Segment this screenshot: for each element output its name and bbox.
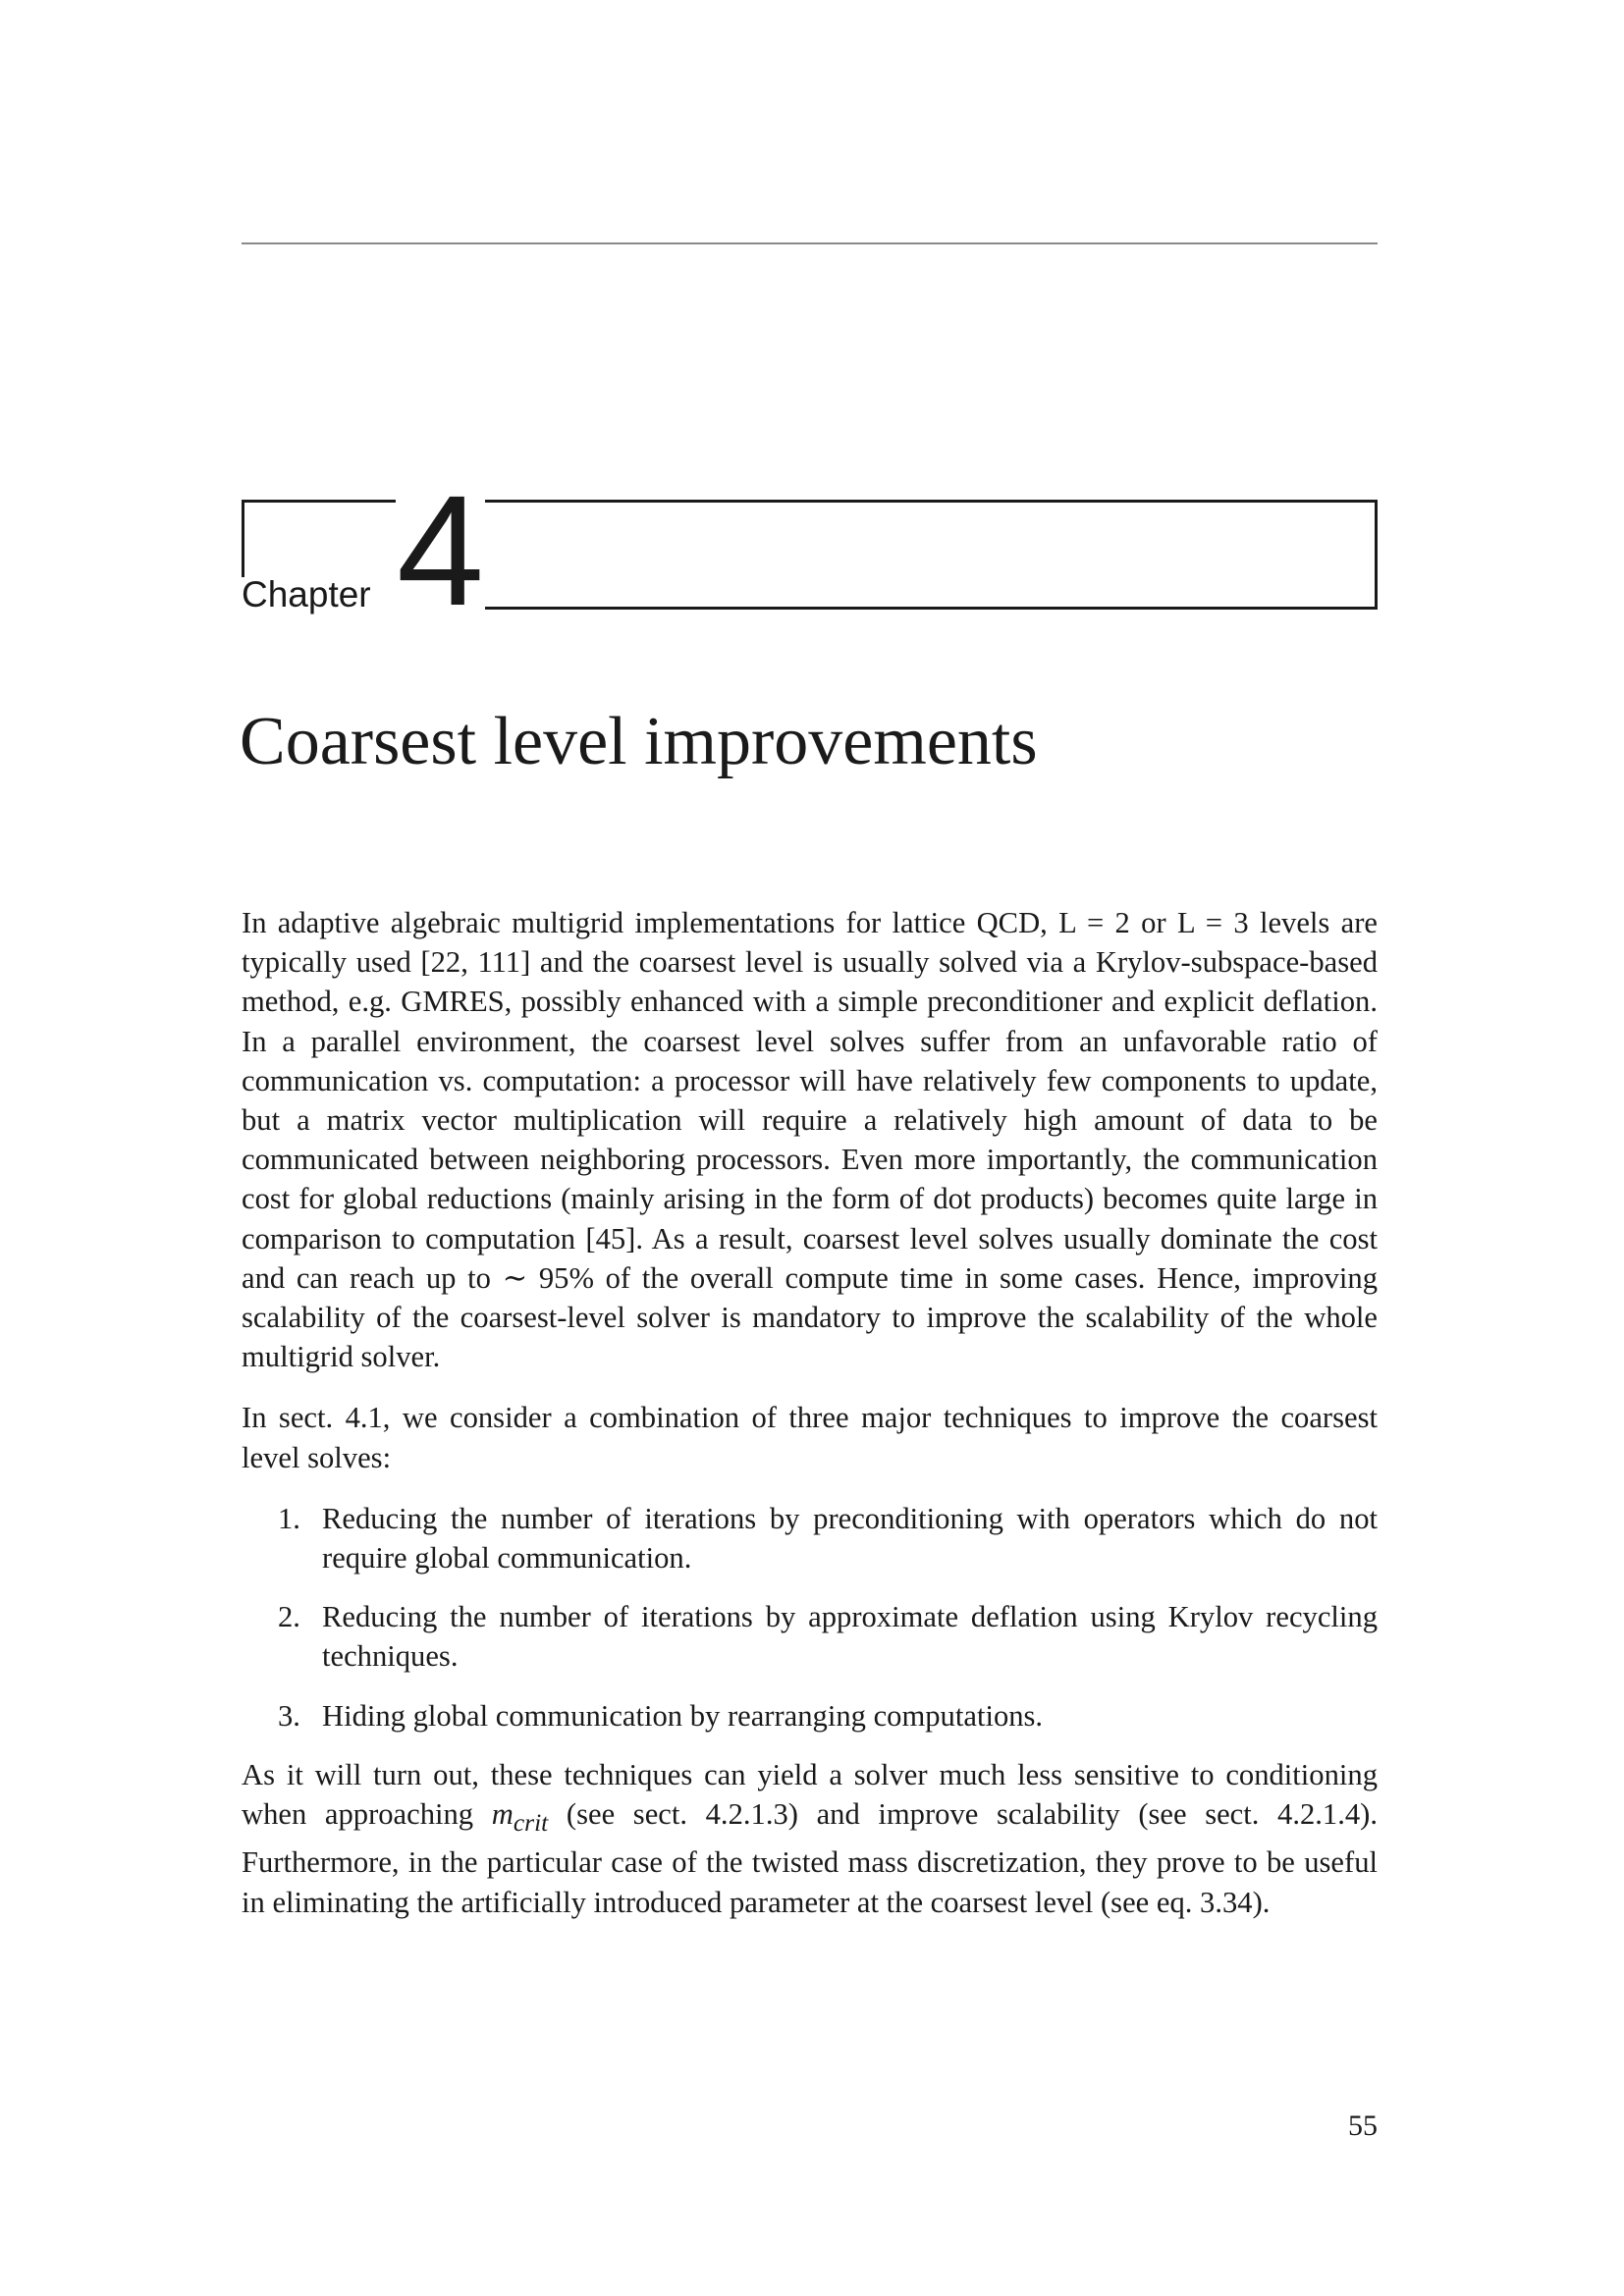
list-text: Reducing the number of iterations by approximate deflation using Krylov recycling techniques. <box>322 1600 1378 1674</box>
header-rule <box>242 242 1378 244</box>
list-item <box>242 1597 1378 1676</box>
math-m-crit <box>491 1797 549 1838</box>
intro-paragraph: In adaptive algebraic multigrid implementations for lattice QCD, L = 2 or L = 3 levels are typically used [22, 111] and the coarsest level is usually solved via a Krylov-subspace-based method, e.g. GMRES, possibly enhanced with a simple preconditioner and explicit deflation. In a parallel environment, the coarsest level solves suffer from an unfavorable ratio of communication vs. computation: a processor will have relatively few components to update, but a matrix vector multiplication will require a relatively high amount of data to be communicated between neighboring processors. Even more importantly, the communication cost for global reductions (mainly arising in the form of dot products) becomes quite large in comparison to computation [45]. As a result, coarsest level solves usually dominate the cost and can reach up to ∼ 95% of the overall compute time in some cases. Hence, improving scalability of the coarsest-level solver is mandatory to improve the scalability of the whole multigrid solver. <box>242 906 1378 1374</box>
list-number: 1. <box>278 1501 300 1535</box>
chapter-number: 4 <box>397 462 484 638</box>
closing-text-end: (see sect. 4.2.1.3) and improve scalability (see sect. 4.2.1.4). Furthermore, in the particular case of the twisted mass discretization, they prove to be useful in eliminating the artificially introduced parameter at the coarsest level (see eq. 3.34). <box>242 1797 1379 1919</box>
page-number: 55 <box>1348 2109 1378 2142</box>
list-item <box>242 1696 1378 1735</box>
chapter-frame-right <box>485 500 1378 610</box>
list-item <box>242 1499 1378 1577</box>
list-number: 2. <box>278 1600 300 1634</box>
math-subscript: crit <box>513 1808 549 1838</box>
chapter-frame-left <box>242 500 396 577</box>
body-text <box>242 903 1378 1944</box>
math-symbol: m <box>491 1797 514 1832</box>
chapter-label: Chapter <box>242 574 371 614</box>
closing-paragraph <box>242 1755 1378 1922</box>
chapter-title: Coarsest level improvements <box>240 704 1038 779</box>
list-text: Hiding global communication by rearranging computations. <box>322 1698 1044 1733</box>
list-number: 3. <box>278 1698 300 1733</box>
list-text: Reducing the number of iterations by preconditioning with operators which do not require global communication. <box>322 1501 1378 1575</box>
closing-text-start: As it will turn out, these techniques can yield a solver much less sensitive to conditioning when approaching <box>242 1757 1378 1832</box>
overview-paragraph: In sect. 4.1, we consider a combination of three major techniques to improve the coarsest level solves: <box>242 1401 1378 1474</box>
technique-list <box>242 1499 1378 1735</box>
